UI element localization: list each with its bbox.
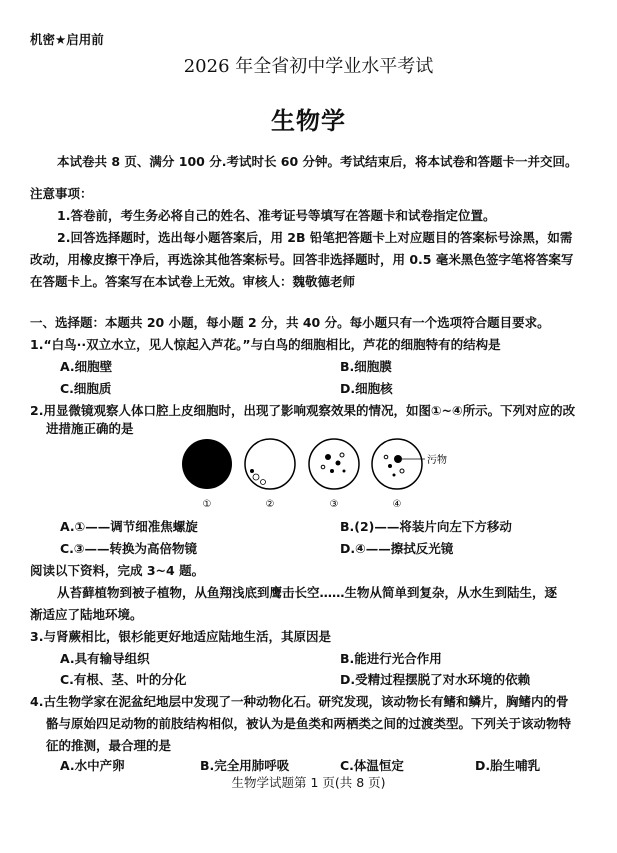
q3-option-a: A.具有输导组织	[60, 651, 150, 666]
q4-option-a: A.水中产卵	[60, 758, 125, 773]
q4-option-b: B.完全用肺呼吸	[200, 758, 290, 773]
q2-option-a: A.①——调节细准焦螺旋	[60, 519, 198, 534]
reading-passage-line-2: 渐适应了陆地环境。	[30, 607, 143, 622]
q3-option-b: B.能进行光合作用	[340, 651, 442, 666]
view-2-label: ②	[265, 499, 275, 510]
q4-option-c: C.体温恒定	[340, 758, 404, 773]
q4-stem-line-1: 4.古生物学家在泥盆纪地层中发现了一种动物化石。研究发现，该动物长有鳍和鳞片，胸鳍内的骨	[30, 694, 569, 709]
q1-stem: 1.“白鸟··双立水立，见人惊起入芦花。”与白鸟的细胞相比，芦花的细胞特有的结构是	[30, 337, 501, 352]
view-4-dirt	[372, 439, 447, 489]
note-1: 1.答卷前，考生务必将自己的姓名、准考证号等填写在答题卡和试卷指定位置。	[57, 208, 496, 223]
q4-option-d: D.胎生哺乳	[475, 758, 541, 773]
dirt-label: 污物	[427, 455, 447, 466]
microscope-views-figure	[180, 433, 480, 513]
section-heading: 一、选择题：本题共 20 小题，每小题 2 分，共 40 分。每小题只有一个选项符合题目要求。	[30, 315, 550, 330]
confidential-mark: 机密★启用前	[30, 32, 104, 47]
note-2-line-2: 改动，用橡皮擦干净后，再选涂其他答案标号。回答非选择题时，用 0.5 毫米黑色签字笔将答案写	[30, 252, 574, 267]
note-2-line-1: 2.回答选择题时，选出每小题答案后，用 2B 铅笔把答题卡上对应题目的答案标号涂黑，如需	[57, 230, 573, 245]
notes-heading: 注意事项：	[30, 186, 93, 201]
q1-option-a: A.细胞壁	[60, 359, 113, 374]
q3-stem: 3.与肾蕨相比，银杉能更好地适应陆地生活，其原因是	[30, 629, 331, 644]
q3-option-d: D.受精过程摆脱了对水环境的依赖	[340, 672, 531, 687]
q3-option-c: C.有根、茎、叶的分化	[60, 672, 187, 687]
q1-option-d: D.细胞核	[340, 381, 393, 396]
view-2-offset-cells	[245, 439, 295, 489]
q2-option-d: D.④——擦拭反光镜	[340, 541, 454, 556]
view-1-dark	[182, 439, 232, 489]
note-2-line-3: 在答题卡上。答案写在本试卷上无效。审核人：魏敬德老师	[30, 274, 356, 289]
reading-passage-line-1: 从苔藓植物到被子植物，从鱼翔浅底到鹰击长空……生物从简单到复杂，从水生到陆生，逐	[57, 585, 558, 600]
q2-stem-line-1: 2.用显微镜观察人体口腔上皮细胞时，出现了影响观察效果的情况，如图①~④所示。下列对应的改	[30, 403, 576, 418]
q4-stem-line-2: 骼与原始四足动物的前肢结构相似，被认为是鱼类和两栖类之间的过渡类型。下列关于该动物特	[46, 716, 572, 731]
q1-option-c: C.细胞质	[60, 381, 112, 396]
subject-title: 生物学	[271, 106, 346, 135]
view-1-label: ①	[202, 499, 212, 510]
intro-text: 本试卷共 8 页、满分 100 分.考试时长 60 分钟。考试结束后，将本试卷和答题卡一并交回。	[57, 154, 578, 169]
q1-option-b: B.细胞膜	[340, 359, 392, 374]
reading-intro: 阅读以下资料，完成 3~4 题。	[30, 563, 205, 578]
page-footer: 生物学试题第 1 页(共 8 页)	[231, 775, 386, 790]
q4-stem-line-3: 征的推测，最合理的是	[46, 738, 172, 753]
q2-stem-line-2: 进措施正确的是	[46, 421, 134, 436]
q2-option-b: B.(2)——将装片向左下方移动	[340, 519, 512, 534]
exam-title: 2026 年全省初中学业水平考试	[183, 56, 434, 77]
view-3-small-cells	[309, 439, 359, 489]
view-3-label: ③	[329, 499, 339, 510]
q2-option-c: C.③——转换为高倍物镜	[60, 541, 198, 556]
view-4-label: ④	[392, 499, 402, 510]
